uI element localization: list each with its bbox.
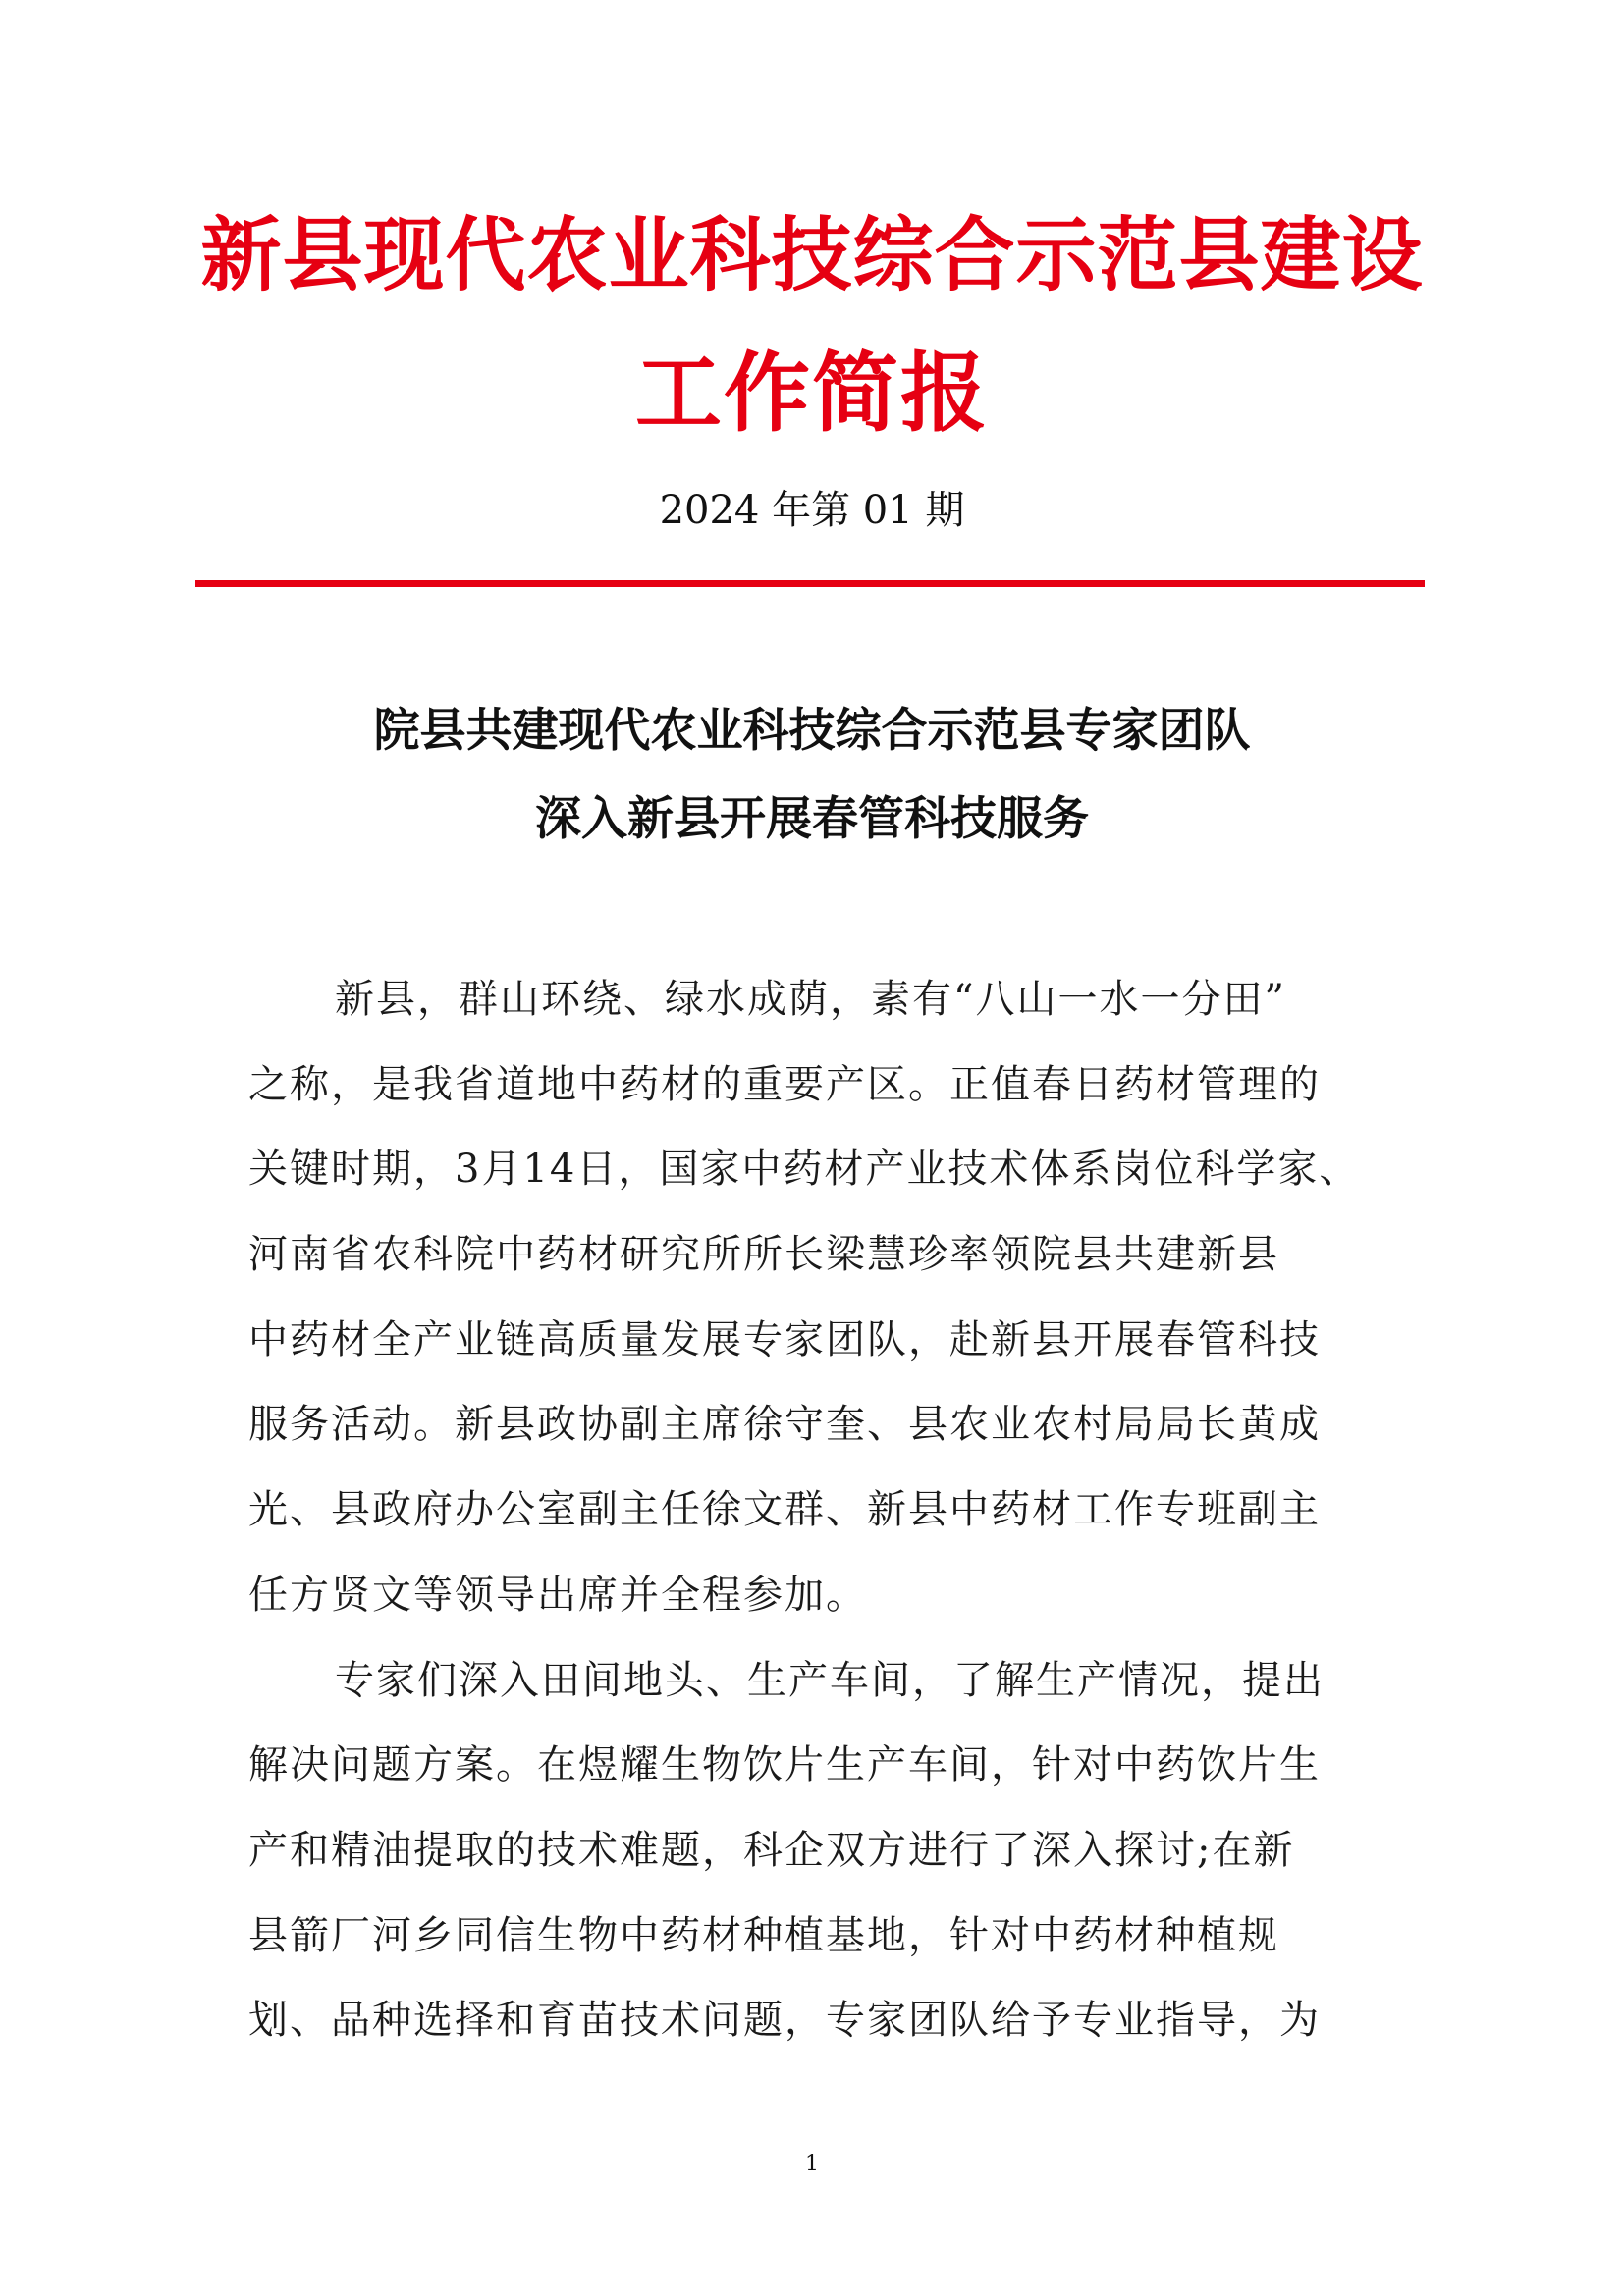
- body-line: 专家们深入田间地头、生产车间，了解生产情况，提出: [335, 1657, 1325, 1703]
- body-line: 新县，群山环绕、绿水成荫，素有“八山一水一分田”: [335, 977, 1286, 1022]
- body-line: 服务活动。新县政协副主席徐守奎、县农业农村局局长黄成: [248, 1402, 1321, 1448]
- masthead-title-line1: 新县现代农业科技综合示范县建设: [200, 208, 1424, 302]
- body-line: 任方贤文等领导出席并全程参加。: [248, 1572, 867, 1618]
- page-number: 1: [805, 2152, 819, 2176]
- article-headline-line1: 院县共建现代农业科技综合示范县专家团队: [373, 704, 1251, 758]
- body-line: 中药材全产业链高质量发展专家团队，赴新县开展春管科技: [248, 1316, 1321, 1362]
- body-line: 之称，是我省道地中药材的重要产区。正值春日药材管理的: [248, 1061, 1321, 1107]
- body-line: 县箭厂河乡同信生物中药材种植基地，针对中药材种植规: [248, 1912, 1279, 1958]
- red-divider-rule: [195, 580, 1425, 587]
- body-line: 关键时期，3月14日，国家中药材产业技术体系岗位科学家、: [248, 1147, 1361, 1193]
- body-line: 划、品种选择和育苗技术问题，专家团队给予专业指导，为: [248, 1998, 1321, 2044]
- article-headline-line2: 深入新县开展春管科技服务: [535, 792, 1089, 846]
- body-line: 产和精油提取的技术难题，科企双方进行了深入探讨;在新: [248, 1827, 1295, 1873]
- body-line: 解决问题方案。在煜耀生物饮片生产车间，针对中药饮片生: [248, 1742, 1321, 1789]
- masthead-title-line2: 工作简报: [634, 342, 989, 444]
- article-body: [248, 957, 1387, 2063]
- body-line: 光、县政府办公室副主任徐文群、新县中药材工作专班副主: [248, 1487, 1321, 1533]
- body-line: 河南省农科院中药材研究所所长梁慧珍率领院县共建新县: [248, 1232, 1279, 1278]
- issue-number: 2024 年第 01 期: [659, 488, 965, 533]
